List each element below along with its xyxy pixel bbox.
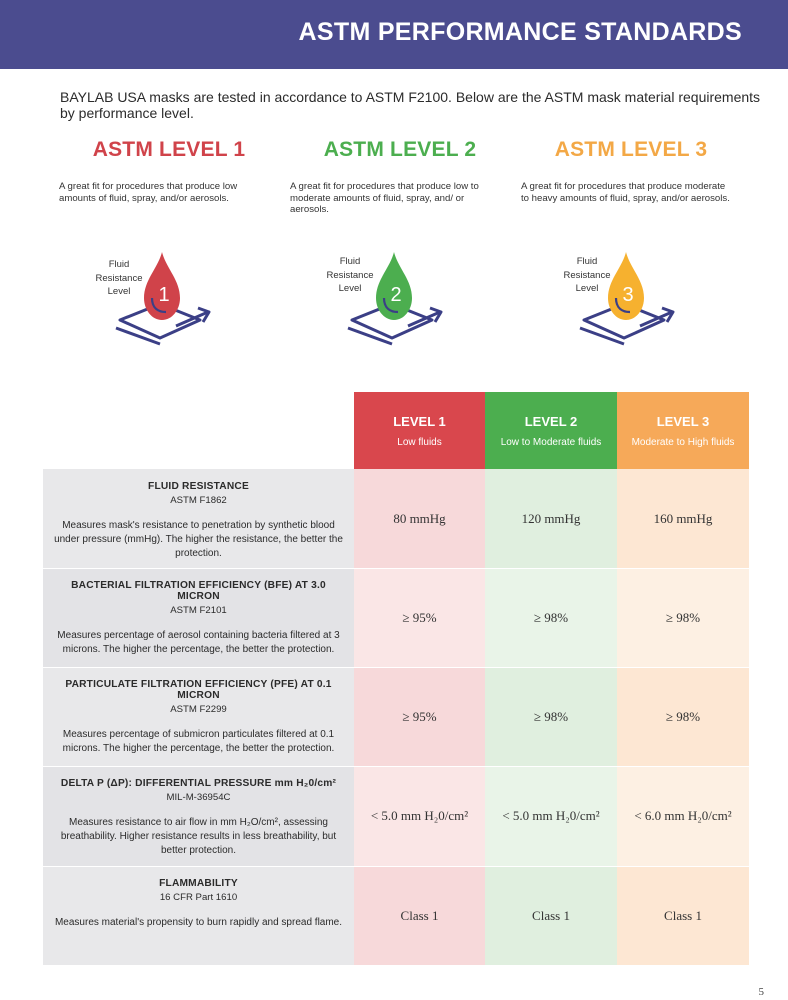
level-2-column: [290, 138, 510, 216]
header-title: LEVEL 1: [393, 414, 446, 429]
table-cell: Class 1: [485, 866, 617, 965]
table-cell: 120 mmHg: [485, 469, 617, 568]
table-row-label: [43, 667, 354, 766]
level-3-column: [521, 138, 741, 204]
level-3-description: A great fit for procedures that produce moderate to heavy amounts of fluid, spray, and/or aerosols.: [521, 181, 730, 204]
row-standard: ASTM F1862: [170, 495, 227, 506]
level-2-heading: ASTM LEVEL 2: [323, 138, 477, 161]
row-description: Measures material's propensity to burn rapidly and spread flame.: [54, 917, 343, 928]
intro-text: BAYLAB USA masks are tested in accordance to ASTM F2100. Below are the ASTM mask material requirements by performance level.: [60, 89, 761, 121]
page-banner: [0, 0, 788, 69]
astm-standards-table: [43, 392, 749, 965]
icon-label-line: Resistance: [563, 269, 611, 281]
header-title: LEVEL 3: [656, 414, 710, 429]
table-cell: 160 mmHg: [617, 469, 749, 568]
icon-number: 2: [390, 284, 402, 306]
table-row-label: [43, 568, 354, 667]
table-cell: < 6.0 mm H₂0/cm²: [617, 766, 749, 866]
fluid-drop-icon-1: [112, 250, 216, 346]
icon-label-line: Resistance: [95, 272, 143, 284]
row-title: BACTERIAL FILTRATION EFFICIENCY (BFE) AT 3.0 MICRON: [71, 580, 326, 602]
level-2-description: A great fit for procedures that produce low to moderate amounts of fluid, spray, and/ or aerosols.: [290, 181, 479, 216]
table-cell: ≥ 98%: [485, 667, 617, 766]
table-header-level-2: [485, 392, 617, 469]
level-1-description: A great fit for procedures that produce low amounts of fluid, spray, and/or aerosols.: [59, 181, 238, 204]
icon-label-line: Resistance: [326, 269, 374, 281]
page-title: ASTM PERFORMANCE STANDARDS: [298, 18, 742, 46]
row-standard: ASTM F2101: [170, 605, 227, 616]
level-1-column: [59, 138, 279, 204]
row-divider: [43, 568, 749, 569]
header-subtitle: Low to Moderate fluids: [500, 437, 602, 448]
page-number: 5: [758, 986, 764, 998]
row-description: Measures mask's resistance to penetration by synthetic blood under pressure (mmHg). The higher the resistance, the better the protection.: [54, 520, 343, 559]
icon-label-line: Fluid: [108, 259, 130, 270]
row-standard: ASTM F2299: [170, 704, 227, 715]
row-divider: [43, 866, 749, 867]
fluid-drop-icon-3: [576, 250, 680, 346]
table-row-label: [43, 766, 354, 866]
table-cell: < 5.0 mm H₂0/cm²: [485, 766, 617, 866]
icon-number: 3: [622, 284, 634, 306]
header-subtitle: Low fluids: [397, 437, 442, 448]
table-row-label: [43, 866, 354, 965]
icon-label-line: Fluid: [576, 256, 598, 267]
row-title: PARTICULATE FILTRATION EFFICIENCY (PFE) AT 0.1 MICRON: [65, 679, 332, 701]
table-header-level-3: [617, 392, 749, 469]
icon-label-line: Level: [338, 283, 362, 294]
header-title: LEVEL 2: [524, 414, 578, 429]
level-1-heading: ASTM LEVEL 1: [92, 138, 246, 161]
table-row-label: [43, 469, 354, 568]
table-cell: < 5.0 mm H₂0/cm²: [354, 766, 485, 866]
header-subtitle: Moderate to High fluids: [631, 437, 735, 448]
fluid-drop-icon-2: [344, 250, 448, 346]
row-title: FLUID RESISTANCE: [148, 481, 249, 492]
row-description: Measures percentage of submicron particulates filtered at 0.1 microns. The higher the percentage, the better the protection.: [62, 729, 335, 754]
row-title: DELTA P (ΔP): DIFFERENTIAL PRESSURE mm H₂0/cm²: [60, 778, 337, 789]
table-cell: ≥ 98%: [617, 667, 749, 766]
row-divider: [43, 667, 749, 668]
table-cell: ≥ 95%: [354, 667, 485, 766]
level-3-heading: ASTM LEVEL 3: [554, 138, 708, 161]
row-standard: 16 CFR Part 1610: [159, 892, 238, 903]
row-divider: [43, 766, 749, 767]
table-cell: 80 mmHg: [354, 469, 485, 568]
icon-label-line: Fluid: [339, 256, 361, 267]
table-cell: ≥ 98%: [485, 568, 617, 667]
row-description: Measures percentage of aerosol containing bacteria filtered at 3 microns. The higher the percentage, the better the protection.: [57, 630, 340, 655]
icon-number: 1: [158, 284, 170, 306]
table-cell: Class 1: [354, 866, 485, 965]
table-cell: ≥ 95%: [354, 568, 485, 667]
icon-label-line: Level: [107, 286, 131, 297]
row-title: FLAMMABILITY: [159, 878, 238, 889]
table-header-level-1: [354, 392, 485, 469]
table-cell: ≥ 98%: [617, 568, 749, 667]
icon-label-line: Level: [575, 283, 599, 294]
row-description: Measures resistance to air flow in mm H₂O/cm², assessing breathability. Higher resistance results in less breathability, but better protection.: [60, 817, 337, 856]
row-standard: MIL-M-36954C: [166, 792, 231, 803]
table-cell: Class 1: [617, 866, 749, 965]
